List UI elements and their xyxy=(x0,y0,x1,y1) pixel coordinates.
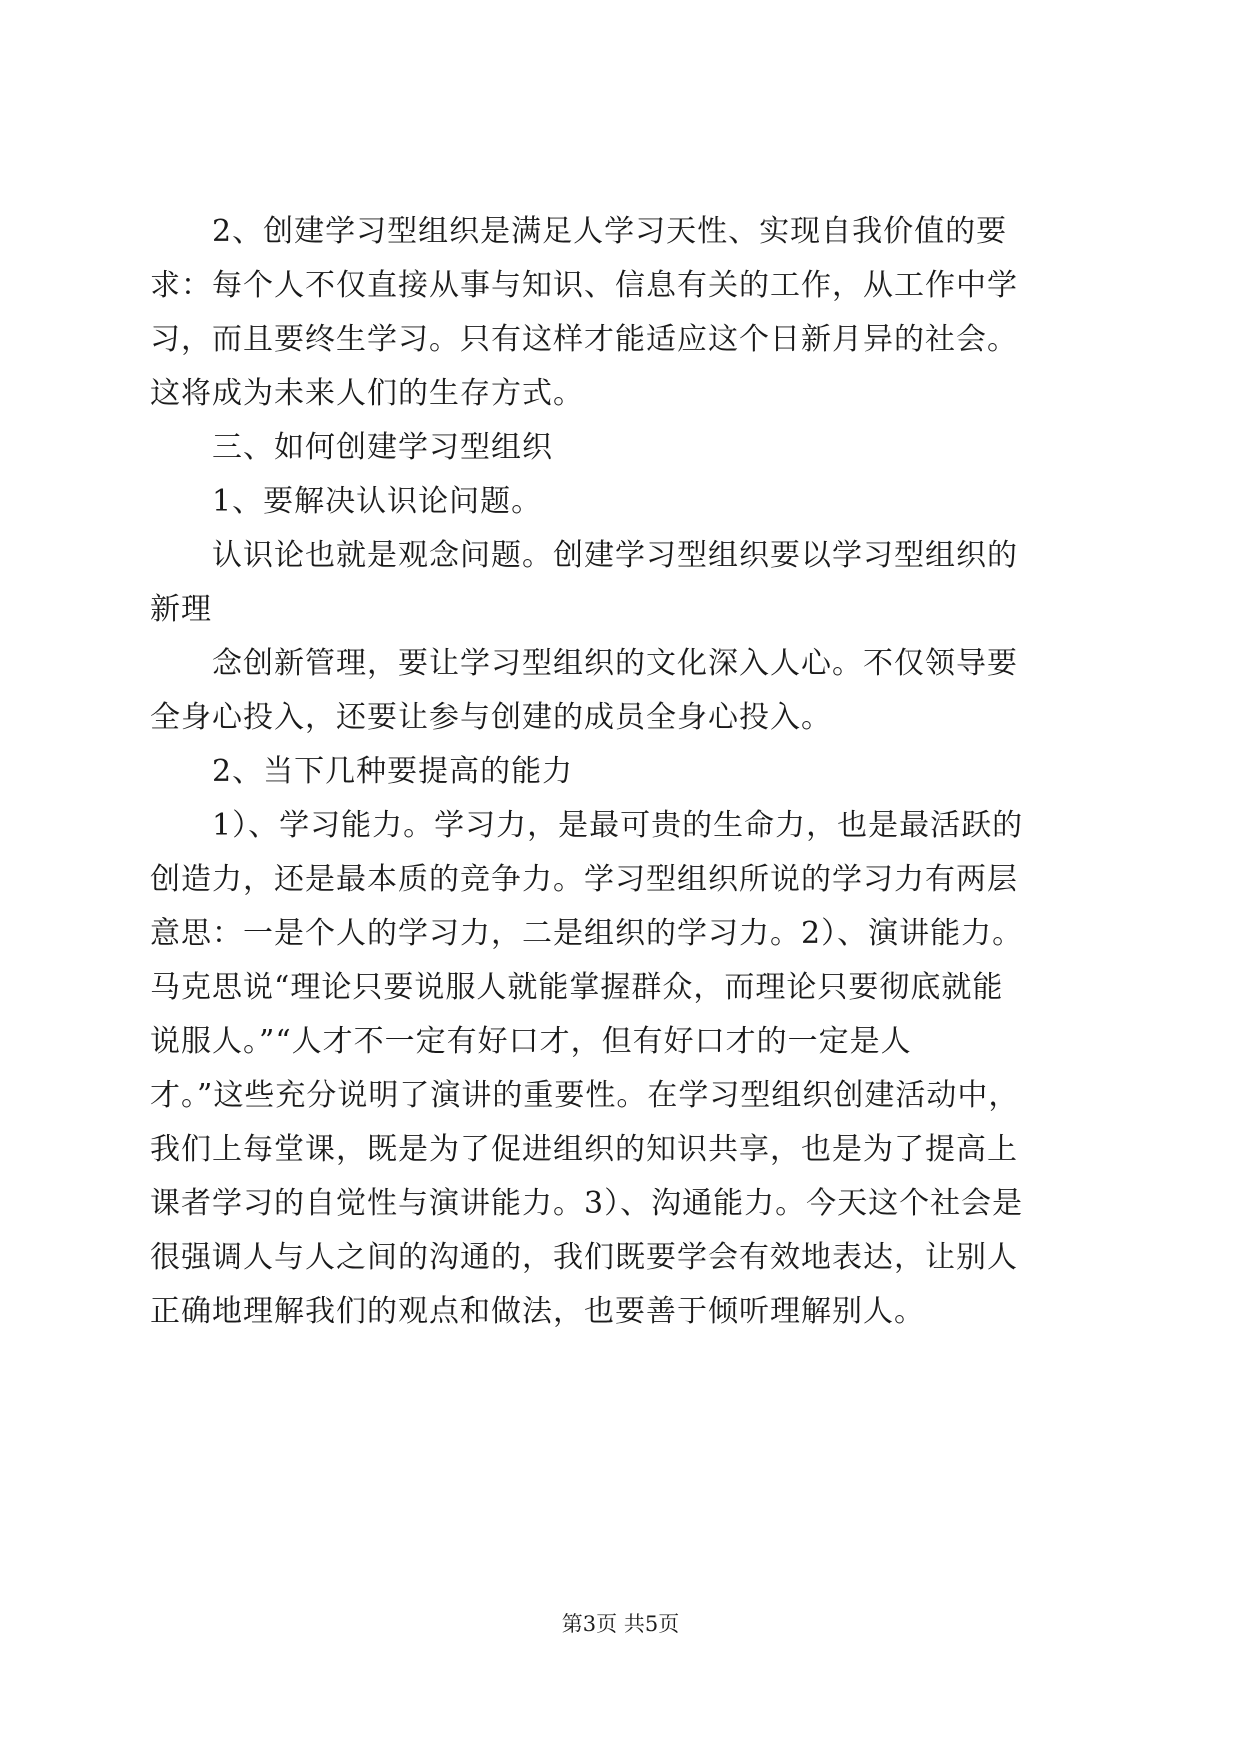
paragraph-line: 认识论也就是观念问题。创建学习型组织要以学习型组织的 xyxy=(212,538,1018,573)
paragraph-line: 2、创建学习型组织是满足人学习天性、实现自我价值的要 xyxy=(212,214,1008,249)
paragraph-line: 这将成为未来人们的生存方式。 xyxy=(150,376,584,411)
page-number-footer: 第3页 共5页 xyxy=(561,1612,680,1636)
paragraph-line: 很强调人与人之间的沟通的，我们既要学会有效地表达，让别人 xyxy=(150,1240,1018,1275)
paragraph-line: 我们上每堂课，既是为了促进组织的知识共享，也是为了提高上 xyxy=(150,1132,1018,1167)
paragraph-line: 念创新管理，要让学习型组织的文化深入人心。不仅领导要 xyxy=(212,646,1018,681)
paragraph-line: 1）、学习能力。学习力，是最可贵的生命力，也是最活跃的 xyxy=(212,808,1024,843)
subsection-heading: 1、要解决认识论问题。 xyxy=(212,484,543,519)
section-heading: 三、如何创建学习型组织 xyxy=(212,430,553,465)
paragraph-line: 意思：一是个人的学习力，二是组织的学习力。2）、演讲能力。 xyxy=(150,916,1024,951)
paragraph-line: 马克思说“理论只要说服人就能掌握群众，而理论只要彻底就能 xyxy=(150,970,1004,1005)
paragraph-line: 创造力，还是最本质的竞争力。学习型组织所说的学习力有两层 xyxy=(150,862,1018,897)
paragraph-line: 正确地理解我们的观点和做法，也要善于倾听理解别人。 xyxy=(150,1294,925,1329)
paragraph-line: 新理 xyxy=(150,592,212,627)
subsection-heading: 2、当下几种要提高的能力 xyxy=(212,754,574,789)
paragraph-line: 求：每个人不仅直接从事与知识、信息有关的工作，从工作中学 xyxy=(150,268,1018,303)
paragraph-line: 说服人。”“人才不一定有好口才，但有好口才的一定是人 xyxy=(150,1024,912,1059)
paragraph-line: 全身心投入，还要让参与创建的成员全身心投入。 xyxy=(150,700,832,735)
paragraph-line: 才。”这些充分说明了演讲的重要性。在学习型组织创建活动中， xyxy=(150,1078,1020,1113)
paragraph-line: 课者学习的自觉性与演讲能力。3）、沟通能力。今天这个社会是 xyxy=(150,1186,1024,1221)
paragraph-line: 习，而且要终生学习。只有这样才能适应这个日新月异的社会。 xyxy=(150,322,1018,357)
